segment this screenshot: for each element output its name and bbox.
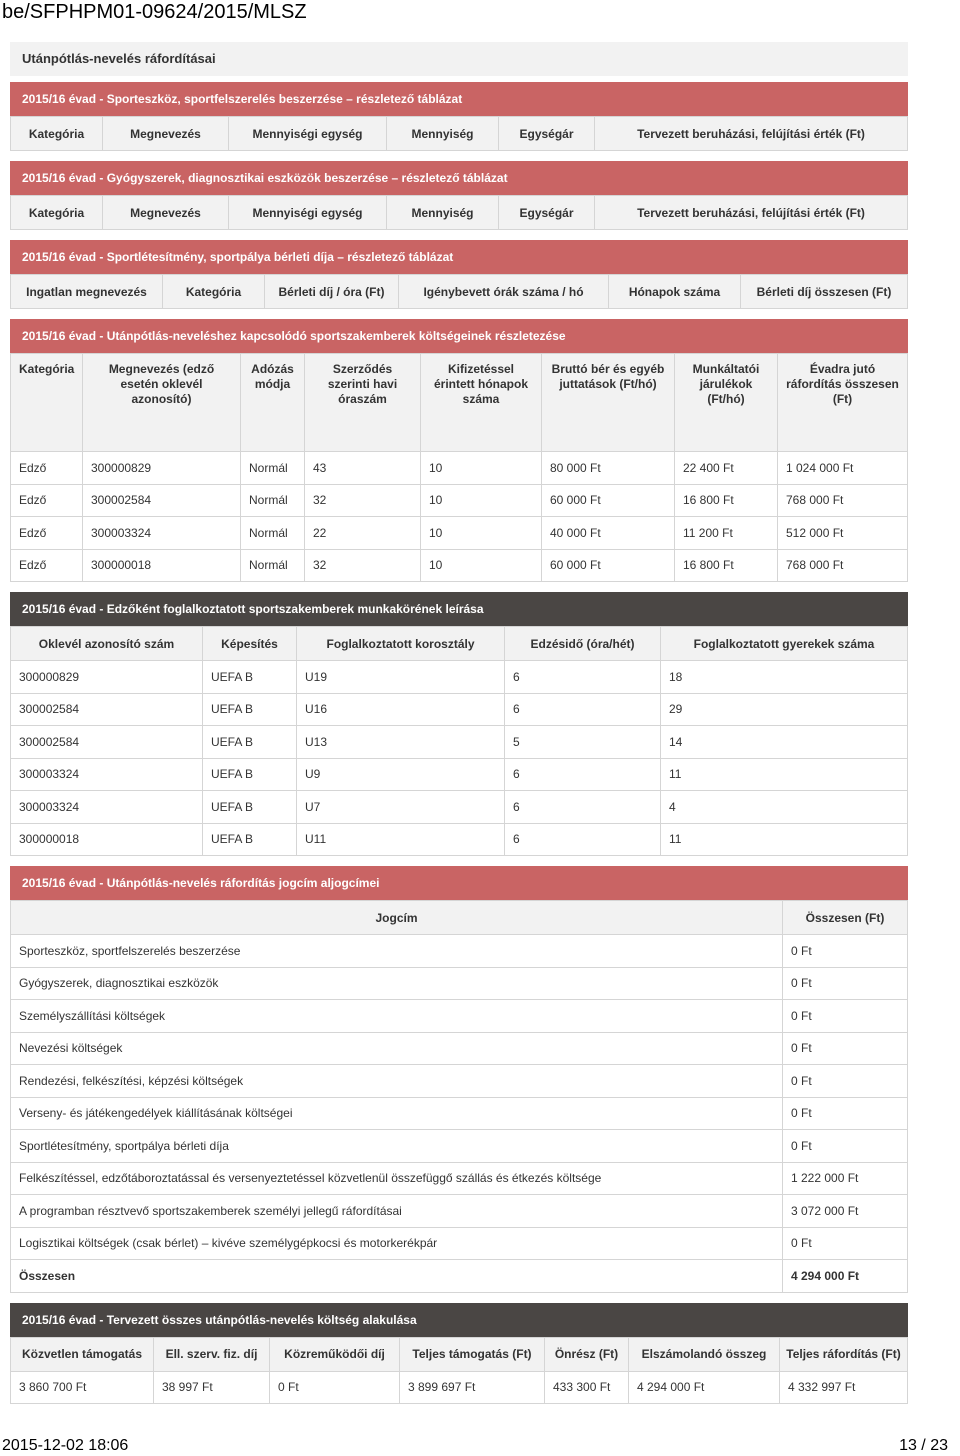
table-cell: 3 899 697 Ft xyxy=(400,1371,545,1404)
column-header: Adózás módja xyxy=(241,354,305,452)
table-cell: Edző xyxy=(11,549,83,582)
section-equipment-title: 2015/16 évad - Sporteszköz, sportfelszerelés beszerzése – részletező táblázat xyxy=(10,82,908,116)
table-row xyxy=(11,517,908,550)
staff-costs-table xyxy=(10,353,908,582)
table-cell: 16 800 Ft xyxy=(675,549,778,582)
table-row xyxy=(11,484,908,517)
table-cell: U13 xyxy=(297,726,505,759)
table-cell: Normál xyxy=(241,517,305,550)
column-header: Ell. szerv. fiz. díj xyxy=(154,1337,270,1371)
column-header: Összesen (Ft) xyxy=(783,901,908,935)
table-cell: Gyógyszerek, diagnosztikai eszközök xyxy=(11,967,783,1000)
column-header: Bruttó bér és egyéb juttatások (Ft/hó) xyxy=(542,354,675,452)
table-cell: 10 xyxy=(421,484,542,517)
table-cell: Logisztikai költségek (csak bérlet) – kivéve személygépkocsi és motorkerékpár xyxy=(11,1227,783,1260)
table-row xyxy=(11,1000,908,1033)
table-header-row xyxy=(11,901,908,935)
table-cell: Rendezési, felkészítési, képzési költségek xyxy=(11,1065,783,1098)
column-header: Teljes támogatás (Ft) xyxy=(400,1337,545,1371)
table-row xyxy=(11,1371,908,1404)
section-equipment xyxy=(10,82,908,151)
column-header: Kategória xyxy=(11,117,103,151)
table-cell: U16 xyxy=(297,693,505,726)
facility-rent-table xyxy=(10,274,908,309)
table-cell: Edző xyxy=(11,484,83,517)
section-facility-rent xyxy=(10,240,908,309)
table-cell: 11 200 Ft xyxy=(675,517,778,550)
table-row xyxy=(11,758,908,791)
column-header: Ingatlan megnevezés xyxy=(11,275,163,309)
table-row xyxy=(11,693,908,726)
table-cell: 512 000 Ft xyxy=(778,517,908,550)
column-header: Közvetlen támogatás xyxy=(11,1337,154,1371)
table-header-row xyxy=(11,275,908,309)
table-row xyxy=(11,1227,908,1260)
total-value: 4 294 000 Ft xyxy=(783,1260,908,1293)
table-cell: 32 xyxy=(305,484,421,517)
table-cell: Személyszállítási költségek xyxy=(11,1000,783,1033)
table-cell: 300003324 xyxy=(83,517,241,550)
table-cell: 22 400 Ft xyxy=(675,452,778,485)
section-expense-categories-title: 2015/16 évad - Utánpótlás-nevelés ráfordítás jogcím aljogcímei xyxy=(10,866,908,900)
table-cell: Edző xyxy=(11,517,83,550)
section-coach-roles xyxy=(10,592,908,856)
column-header: Egységár xyxy=(499,117,595,151)
section-medical-title: 2015/16 évad - Gyógyszerek, diagnosztikai eszközök beszerzése – részletező táblázat xyxy=(10,161,908,195)
table-header-row xyxy=(11,354,908,452)
table-cell: 6 xyxy=(505,661,661,694)
table-cell: 6 xyxy=(505,791,661,824)
column-header: Képesítés xyxy=(203,627,297,661)
table-row xyxy=(11,1097,908,1130)
table-cell: UEFA B xyxy=(203,823,297,856)
total-row xyxy=(11,1260,908,1293)
table-cell: 6 xyxy=(505,693,661,726)
table-header-row xyxy=(11,196,908,230)
table-cell: 43 xyxy=(305,452,421,485)
table-cell: 60 000 Ft xyxy=(542,549,675,582)
table-cell: 300002584 xyxy=(11,726,203,759)
section-total-costs xyxy=(10,1303,908,1405)
column-header: Igénybevett órák száma / hó xyxy=(399,275,609,309)
table-cell: U19 xyxy=(297,661,505,694)
table-row xyxy=(11,1065,908,1098)
table-cell: Nevezési költségek xyxy=(11,1032,783,1065)
table-row xyxy=(11,549,908,582)
section-staff-costs-title: 2015/16 évad - Utánpótlás-neveléshez kapcsolódó sportszakemberek költségeinek részletezése xyxy=(10,319,908,353)
column-header: Megnevezés xyxy=(103,196,229,230)
column-header: Tervezett beruházási, felújítási érték (Ft) xyxy=(595,196,908,230)
column-header: Foglalkoztatott gyerekek száma xyxy=(661,627,908,661)
footer-timestamp: 2015-12-02 18:06 xyxy=(2,1437,129,1454)
column-header: Teljes ráfordítás (Ft) xyxy=(780,1337,908,1371)
section-expense-categories xyxy=(10,866,908,1293)
table-cell: 0 Ft xyxy=(270,1371,400,1404)
column-header: Mennyiség xyxy=(387,196,499,230)
coach-roles-table xyxy=(10,626,908,856)
table-cell: 300003324 xyxy=(11,791,203,824)
table-cell: 4 294 000 Ft xyxy=(629,1371,780,1404)
table-row xyxy=(11,935,908,968)
table-cell: 16 800 Ft xyxy=(675,484,778,517)
table-cell: 300000018 xyxy=(83,549,241,582)
column-header: Bérleti díj / óra (Ft) xyxy=(265,275,399,309)
column-header: Tervezett beruházási, felújítási érték (Ft) xyxy=(595,117,908,151)
table-cell: Normál xyxy=(241,484,305,517)
footer-page-number: 13 / 23 xyxy=(899,1437,948,1454)
table-cell: 10 xyxy=(421,517,542,550)
column-header: Hónapok száma xyxy=(609,275,741,309)
table-cell: 11 xyxy=(661,823,908,856)
table-cell: U9 xyxy=(297,758,505,791)
table-cell: 300002584 xyxy=(83,484,241,517)
table-cell: 3 072 000 Ft xyxy=(783,1195,908,1228)
table-cell: 0 Ft xyxy=(783,935,908,968)
medical-table xyxy=(10,195,908,230)
column-header: Bérleti díj összesen (Ft) xyxy=(741,275,908,309)
table-row xyxy=(11,452,908,485)
column-header: Kifizetéssel érintett hónapok száma xyxy=(421,354,542,452)
page-title: Utánpótlás-nevelés ráfordításai xyxy=(10,42,908,76)
table-cell: UEFA B xyxy=(203,726,297,759)
table-cell: 80 000 Ft xyxy=(542,452,675,485)
table-row xyxy=(11,823,908,856)
column-header: Kategória xyxy=(11,196,103,230)
table-cell: UEFA B xyxy=(203,661,297,694)
total-label: Összesen xyxy=(11,1260,783,1293)
table-cell: 4 332 997 Ft xyxy=(780,1371,908,1404)
column-header: Kategória xyxy=(163,275,265,309)
table-cell: UEFA B xyxy=(203,693,297,726)
table-cell: 300002584 xyxy=(11,693,203,726)
table-cell: U11 xyxy=(297,823,505,856)
column-header: Egységár xyxy=(499,196,595,230)
table-row xyxy=(11,1162,908,1195)
table-cell: 6 xyxy=(505,758,661,791)
table-cell: Normál xyxy=(241,549,305,582)
document-id: be/SFPHPM01-09624/2015/MLSZ xyxy=(2,1,307,23)
section-facility-rent-title: 2015/16 évad - Sportlétesítmény, sportpálya bérleti díja – részletező táblázat xyxy=(10,240,908,274)
column-header: Mennyiségi egység xyxy=(229,117,387,151)
table-cell: 6 xyxy=(505,823,661,856)
column-header: Edzésidő (óra/hét) xyxy=(505,627,661,661)
section-total-costs-title: 2015/16 évad - Tervezett összes utánpótlás-nevelés költség alakulása xyxy=(10,1303,908,1337)
column-header: Megnevezés (edző esetén oklevél azonosító) xyxy=(83,354,241,452)
column-header: Jogcím xyxy=(11,901,783,935)
table-cell: 38 997 Ft xyxy=(154,1371,270,1404)
table-cell: 40 000 Ft xyxy=(542,517,675,550)
table-cell: Sportlétesítmény, sportpálya bérleti díja xyxy=(11,1130,783,1163)
table-cell: Edző xyxy=(11,452,83,485)
table-cell: 433 300 Ft xyxy=(545,1371,629,1404)
column-header: Elszámolandó összeg xyxy=(629,1337,780,1371)
table-cell: 18 xyxy=(661,661,908,694)
table-cell: UEFA B xyxy=(203,758,297,791)
table-cell: 10 xyxy=(421,452,542,485)
table-row xyxy=(11,1130,908,1163)
table-cell: 3 860 700 Ft xyxy=(11,1371,154,1404)
table-cell: 0 Ft xyxy=(783,1130,908,1163)
table-cell: 4 xyxy=(661,791,908,824)
table-cell: 300003324 xyxy=(11,758,203,791)
table-cell: 768 000 Ft xyxy=(778,549,908,582)
column-header: Foglalkoztatott korosztály xyxy=(297,627,505,661)
table-cell: Verseny- és játékengedélyek kiállításának költségei xyxy=(11,1097,783,1130)
table-cell: 300000829 xyxy=(11,661,203,694)
table-cell: 5 xyxy=(505,726,661,759)
table-row xyxy=(11,661,908,694)
table-cell: 29 xyxy=(661,693,908,726)
column-header: Önrész (Ft) xyxy=(545,1337,629,1371)
document-content xyxy=(10,42,908,1414)
column-header: Megnevezés xyxy=(103,117,229,151)
table-row xyxy=(11,1195,908,1228)
column-header: Mennyiségi egység xyxy=(229,196,387,230)
table-cell: Felkészítéssel, edzőtáboroztatással és versenyeztetéssel közvetlenül összefüggő szállás és étkezés költsége xyxy=(11,1162,783,1195)
table-cell: 22 xyxy=(305,517,421,550)
table-cell: UEFA B xyxy=(203,791,297,824)
table-header-row xyxy=(11,627,908,661)
column-header: Évadra jutó ráfordítás összesen (Ft) xyxy=(778,354,908,452)
table-cell: 1 024 000 Ft xyxy=(778,452,908,485)
column-header: Közreműködői díj xyxy=(270,1337,400,1371)
total-costs-table xyxy=(10,1337,908,1405)
table-cell: Sporteszköz, sportfelszerelés beszerzése xyxy=(11,935,783,968)
expense-categories-table xyxy=(10,900,908,1293)
table-cell: 32 xyxy=(305,549,421,582)
table-cell: 0 Ft xyxy=(783,1227,908,1260)
section-coach-roles-title: 2015/16 évad - Edzőként foglalkoztatott sportszakemberek munkakörének leírása xyxy=(10,592,908,626)
table-cell: 0 Ft xyxy=(783,1065,908,1098)
section-medical xyxy=(10,161,908,230)
table-cell: 0 Ft xyxy=(783,1032,908,1065)
table-cell: 768 000 Ft xyxy=(778,484,908,517)
table-cell: U7 xyxy=(297,791,505,824)
table-cell: 1 222 000 Ft xyxy=(783,1162,908,1195)
table-header-row xyxy=(11,1337,908,1371)
equipment-table xyxy=(10,116,908,151)
table-cell: 0 Ft xyxy=(783,1097,908,1130)
table-cell: Normál xyxy=(241,452,305,485)
column-header: Oklevél azonosító szám xyxy=(11,627,203,661)
table-row xyxy=(11,726,908,759)
column-header: Munkáltatói járulékok (Ft/hó) xyxy=(675,354,778,452)
table-cell: 11 xyxy=(661,758,908,791)
section-staff-costs xyxy=(10,319,908,582)
table-cell: 300000829 xyxy=(83,452,241,485)
table-row xyxy=(11,791,908,824)
table-cell: 300000018 xyxy=(11,823,203,856)
table-cell: A programban résztvevő sportszakemberek személyi jellegű ráfordításai xyxy=(11,1195,783,1228)
table-cell: 0 Ft xyxy=(783,1000,908,1033)
table-row xyxy=(11,967,908,1000)
column-header: Kategória xyxy=(11,354,83,452)
table-cell: 0 Ft xyxy=(783,967,908,1000)
table-header-row xyxy=(11,117,908,151)
column-header: Szerződés szerinti havi óraszám xyxy=(305,354,421,452)
column-header: Mennyiség xyxy=(387,117,499,151)
table-cell: 60 000 Ft xyxy=(542,484,675,517)
table-cell: 14 xyxy=(661,726,908,759)
table-row xyxy=(11,1032,908,1065)
table-cell: 10 xyxy=(421,549,542,582)
